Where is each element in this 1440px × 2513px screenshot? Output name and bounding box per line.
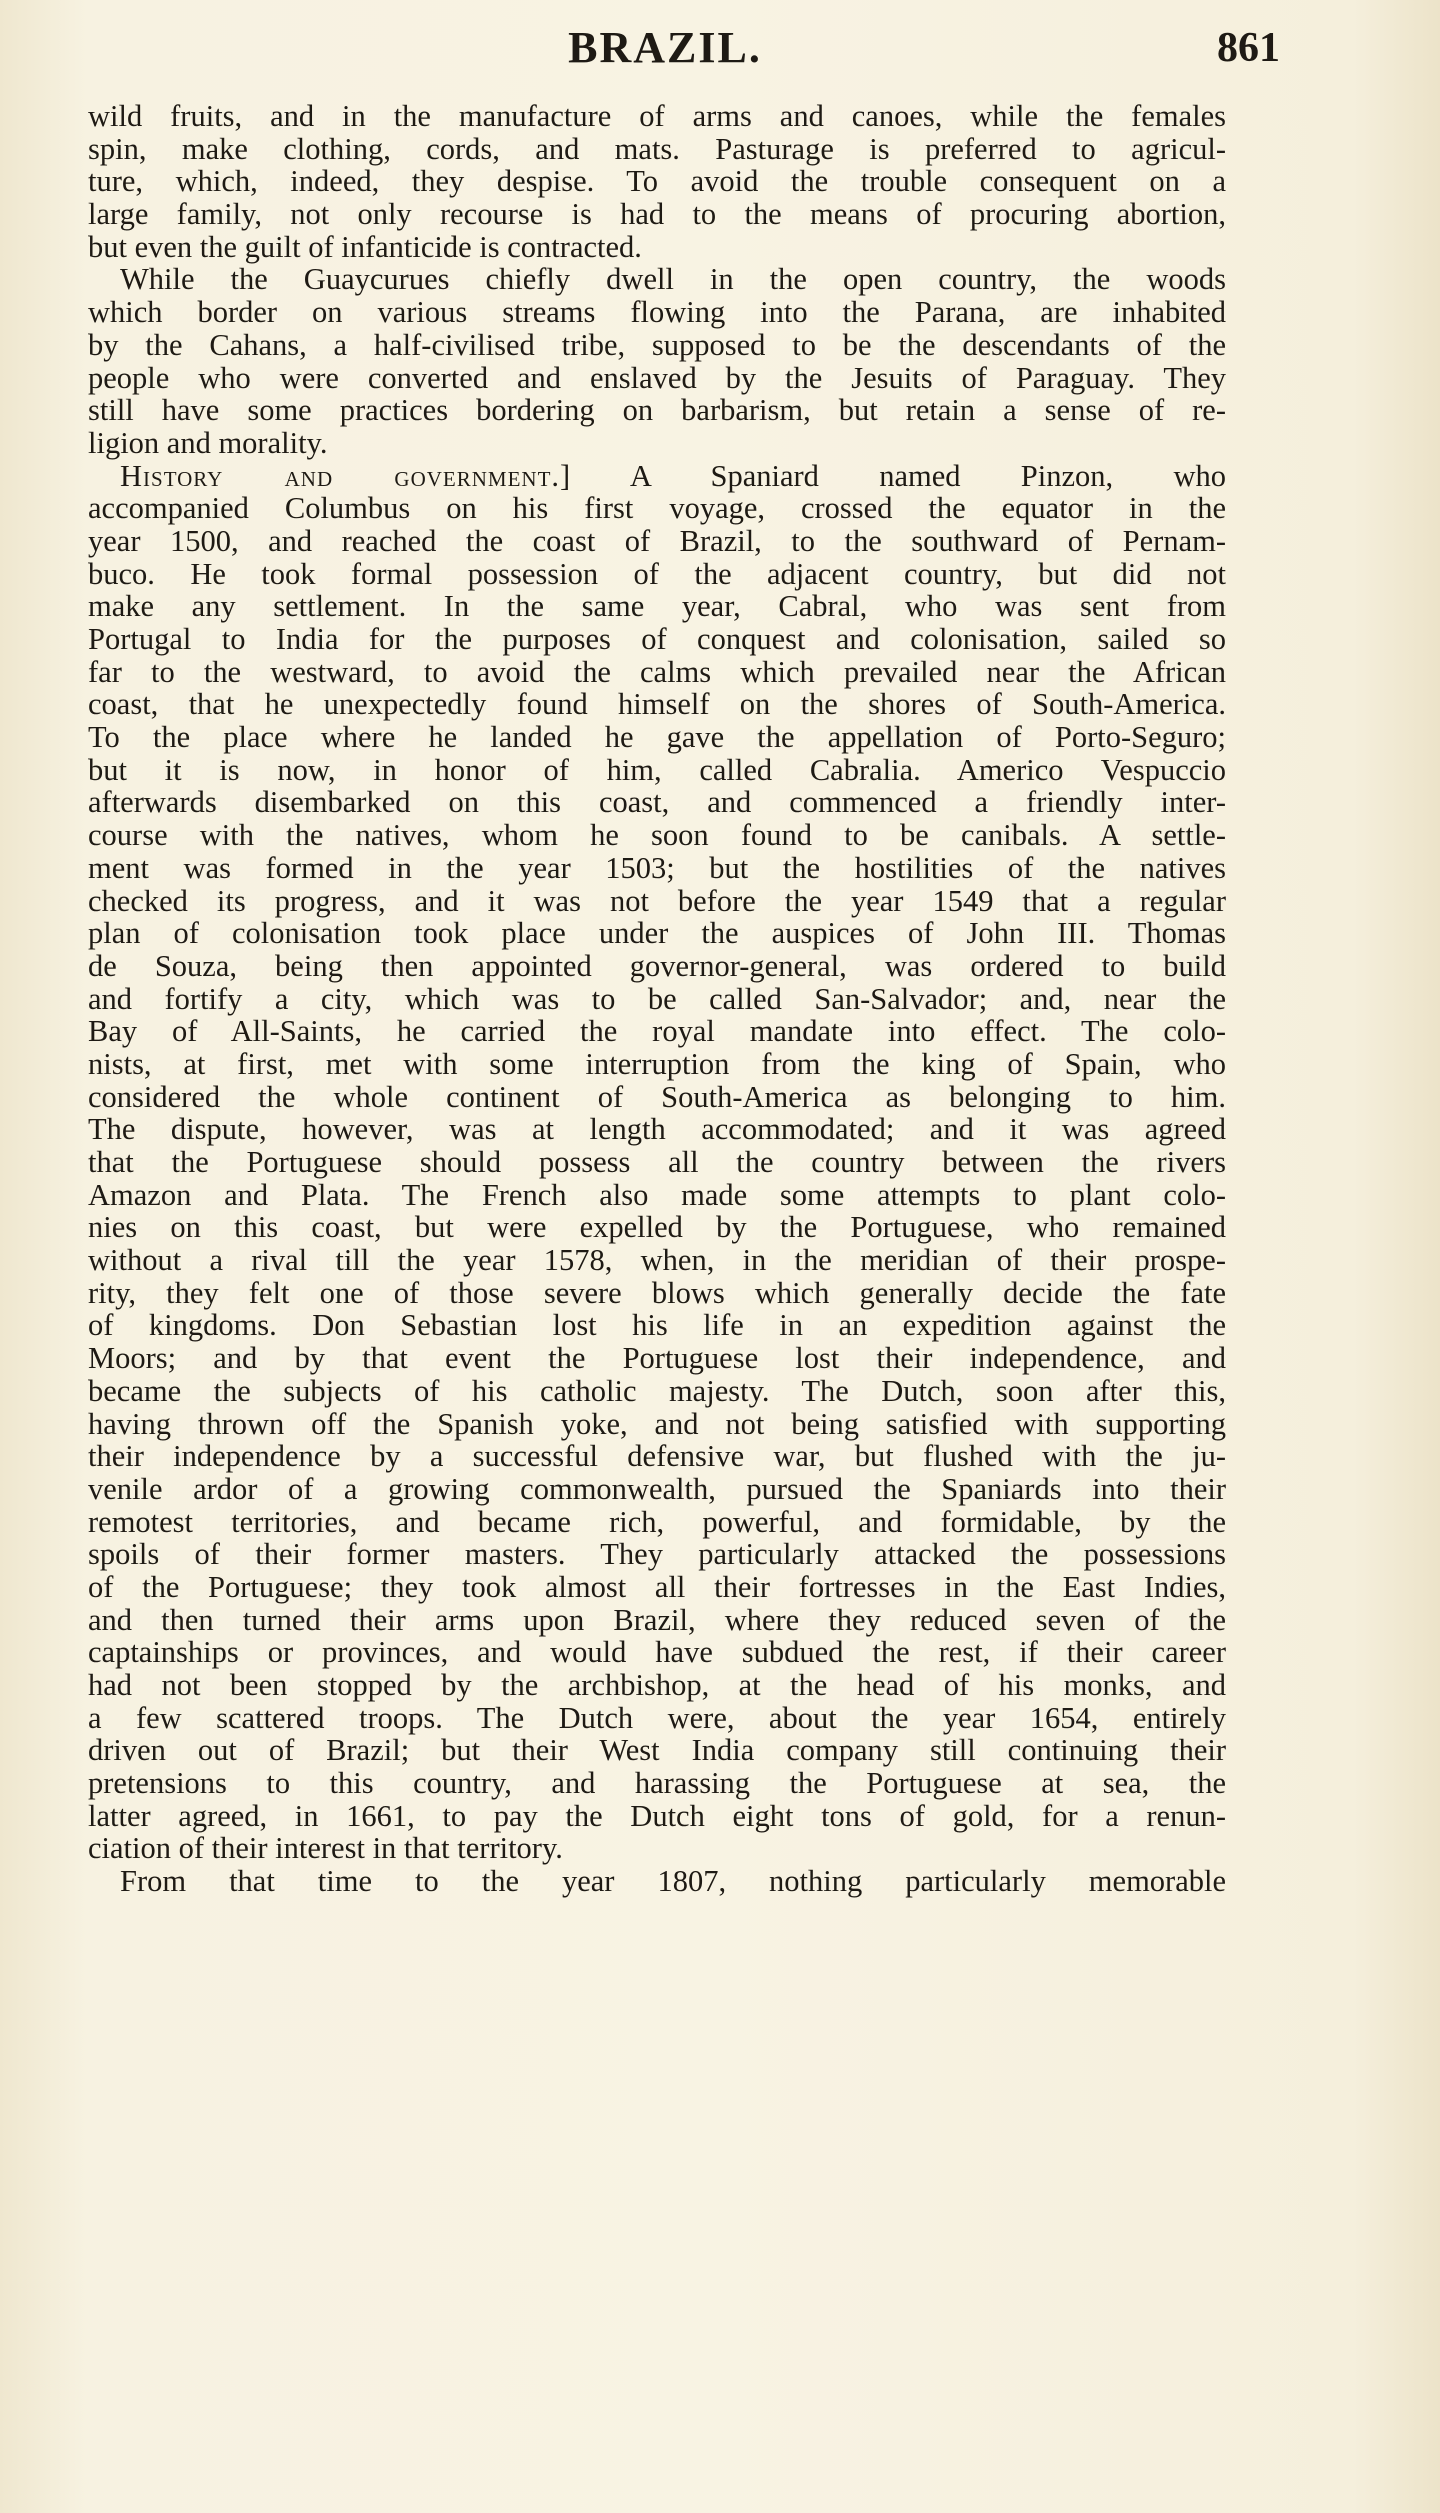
text-line: and fortify a city, which was to be called San-Salvador; and, near the xyxy=(88,981,1226,1016)
text-line: without a rival till the year 1578, when, in the meridian of their prospe- xyxy=(88,1243,1226,1278)
text-line: far to the westward, to avoid the calms which prevailed near the African xyxy=(88,654,1226,689)
text-line: a few scattered troops. The Dutch were, about the year 1654, entirely xyxy=(88,1700,1226,1735)
text-line: ture, which, indeed, they despise. To avoid the trouble consequent on a xyxy=(88,164,1226,199)
text-line xyxy=(88,460,1226,493)
text-line: wild fruits, and in the manufacture of arms and canoes, while the females xyxy=(88,99,1226,133)
text-line: buco. He took formal possession of the adjacent country, but did not xyxy=(88,556,1226,591)
page-title: BRAZIL. xyxy=(568,23,762,72)
text-line: While the Guaycurues chiefly dwell in the open country, the woods xyxy=(120,262,1226,297)
text-line: became the subjects of his catholic majesty. The Dutch, soon after this, xyxy=(88,1373,1226,1408)
text-line: accompanied Columbus on his first voyage, crossed the equator in the xyxy=(88,491,1226,526)
text-line: which border on various streams flowing into the Parana, are inhabited xyxy=(88,295,1226,330)
text-line: checked its progress, and it was not before the year 1549 that a regular xyxy=(88,883,1226,918)
text-line: pretensions to this country, and harassing the Portuguese at sea, the xyxy=(88,1766,1226,1801)
page-number: 861 xyxy=(1217,25,1280,71)
body-text xyxy=(88,100,1226,1898)
text-line: spoils of their former masters. They particularly attacked the possessions xyxy=(88,1537,1226,1572)
running-head xyxy=(90,22,1280,78)
text-line: and then turned their arms upon Brazil, where they reduced seven of the xyxy=(88,1602,1226,1637)
text-line: people who were converted and enslaved by the Jesuits of Paraguay. They xyxy=(88,360,1226,395)
section-heading: History and government.] xyxy=(120,458,572,493)
text-line: From that time to the year 1807, nothing particularly memorable xyxy=(120,1864,1226,1899)
text-line: The dispute, however, was at length accommodated; and it was agreed xyxy=(88,1112,1226,1147)
text-line: rity, they felt one of those severe blows which generally decide the fate xyxy=(88,1275,1226,1310)
text-line: that the Portuguese should possess all the country between the rivers xyxy=(88,1145,1226,1179)
text-line: still have some practices bordering on barbarism, but retain a sense of re- xyxy=(88,393,1226,428)
text-line: Portugal to India for the purposes of conquest and colonisation, sailed so xyxy=(88,622,1226,656)
text-line: make any settlement. In the same year, Cabral, who was sent from xyxy=(88,589,1226,624)
text-line: their independence by a successful defensive war, but flushed with the ju- xyxy=(88,1439,1226,1474)
text-line: plan of colonisation took place under the auspices of John III. Thomas xyxy=(88,916,1226,951)
text-line: considered the whole continent of South-America as belonging to him. xyxy=(88,1079,1226,1114)
text-line: afterwards disembarked on this coast, and commenced a friendly inter- xyxy=(88,785,1226,820)
text-line: course with the natives, whom he soon found to be canibals. A settle- xyxy=(88,818,1226,853)
text-line: spin, make clothing, cords, and mats. Pasturage is preferred to agricul- xyxy=(88,131,1226,166)
text-line: ligion and morality. xyxy=(88,425,328,460)
text-line: large family, not only recourse is had to the means of procuring abortion, xyxy=(88,197,1226,232)
text-line: ment was formed in the year 1503; but the hostilities of the natives xyxy=(88,850,1226,885)
text-line: had not been stopped by the archbishop, at the head of his monks, and xyxy=(88,1668,1226,1702)
text-line: nies on this coast, but were expelled by the Portuguese, who remained xyxy=(88,1210,1226,1245)
text-line: To the place where he landed he gave the appellation of Porto-Seguro; xyxy=(88,720,1226,755)
text-line: Moors; and by that event the Portuguese lost their independence, and xyxy=(88,1341,1226,1376)
text-line: but even the guilt of infanticide is contracted. xyxy=(88,229,642,264)
text-line: Bay of All-Saints, he carried the royal mandate into effect. The colo- xyxy=(88,1014,1226,1049)
text-line: by the Cahans, a half-civilised tribe, supposed to be the descendants of the xyxy=(88,327,1226,362)
text-line: but it is now, in honor of him, called Cabralia. Americo Vespuccio xyxy=(88,752,1226,787)
text-line: nists, at first, met with some interruption from the king of Spain, who xyxy=(88,1046,1226,1081)
text-line: of the Portuguese; they took almost all their fortresses in the East Indies, xyxy=(88,1569,1226,1604)
text-line: de Souza, being then appointed governor-general, was ordered to build xyxy=(88,948,1226,983)
text-line: ciation of their interest in that territory. xyxy=(88,1831,563,1866)
text-line: Amazon and Plata. The French also made some attempts to plant colo- xyxy=(88,1177,1226,1212)
text-line: captainships or provinces, and would have subdued the rest, if their career xyxy=(88,1635,1226,1670)
text-line: year 1500, and reached the coast of Brazil, to the southward of Pernam- xyxy=(88,523,1226,558)
text-line: remotest territories, and became rich, powerful, and formidable, by the xyxy=(88,1504,1226,1539)
text-line: latter agreed, in 1661, to pay the Dutch eight tons of gold, for a renun- xyxy=(88,1798,1226,1833)
text-line: driven out of Brazil; but their West India company still continuing their xyxy=(88,1733,1226,1768)
text-line: venile ardor of a growing commonwealth, pursued the Spaniards into their xyxy=(88,1471,1226,1506)
text-line: coast, that he unexpectedly found himself on the shores of South-America. xyxy=(88,687,1226,722)
text-line: of kingdoms. Don Sebastian lost his life in an expedition against the xyxy=(88,1308,1226,1343)
text-line-rest: A Spaniard named Pinzon, who xyxy=(629,458,1226,493)
text-line: having thrown off the Spanish yoke, and not being satisfied with supporting xyxy=(88,1406,1226,1441)
